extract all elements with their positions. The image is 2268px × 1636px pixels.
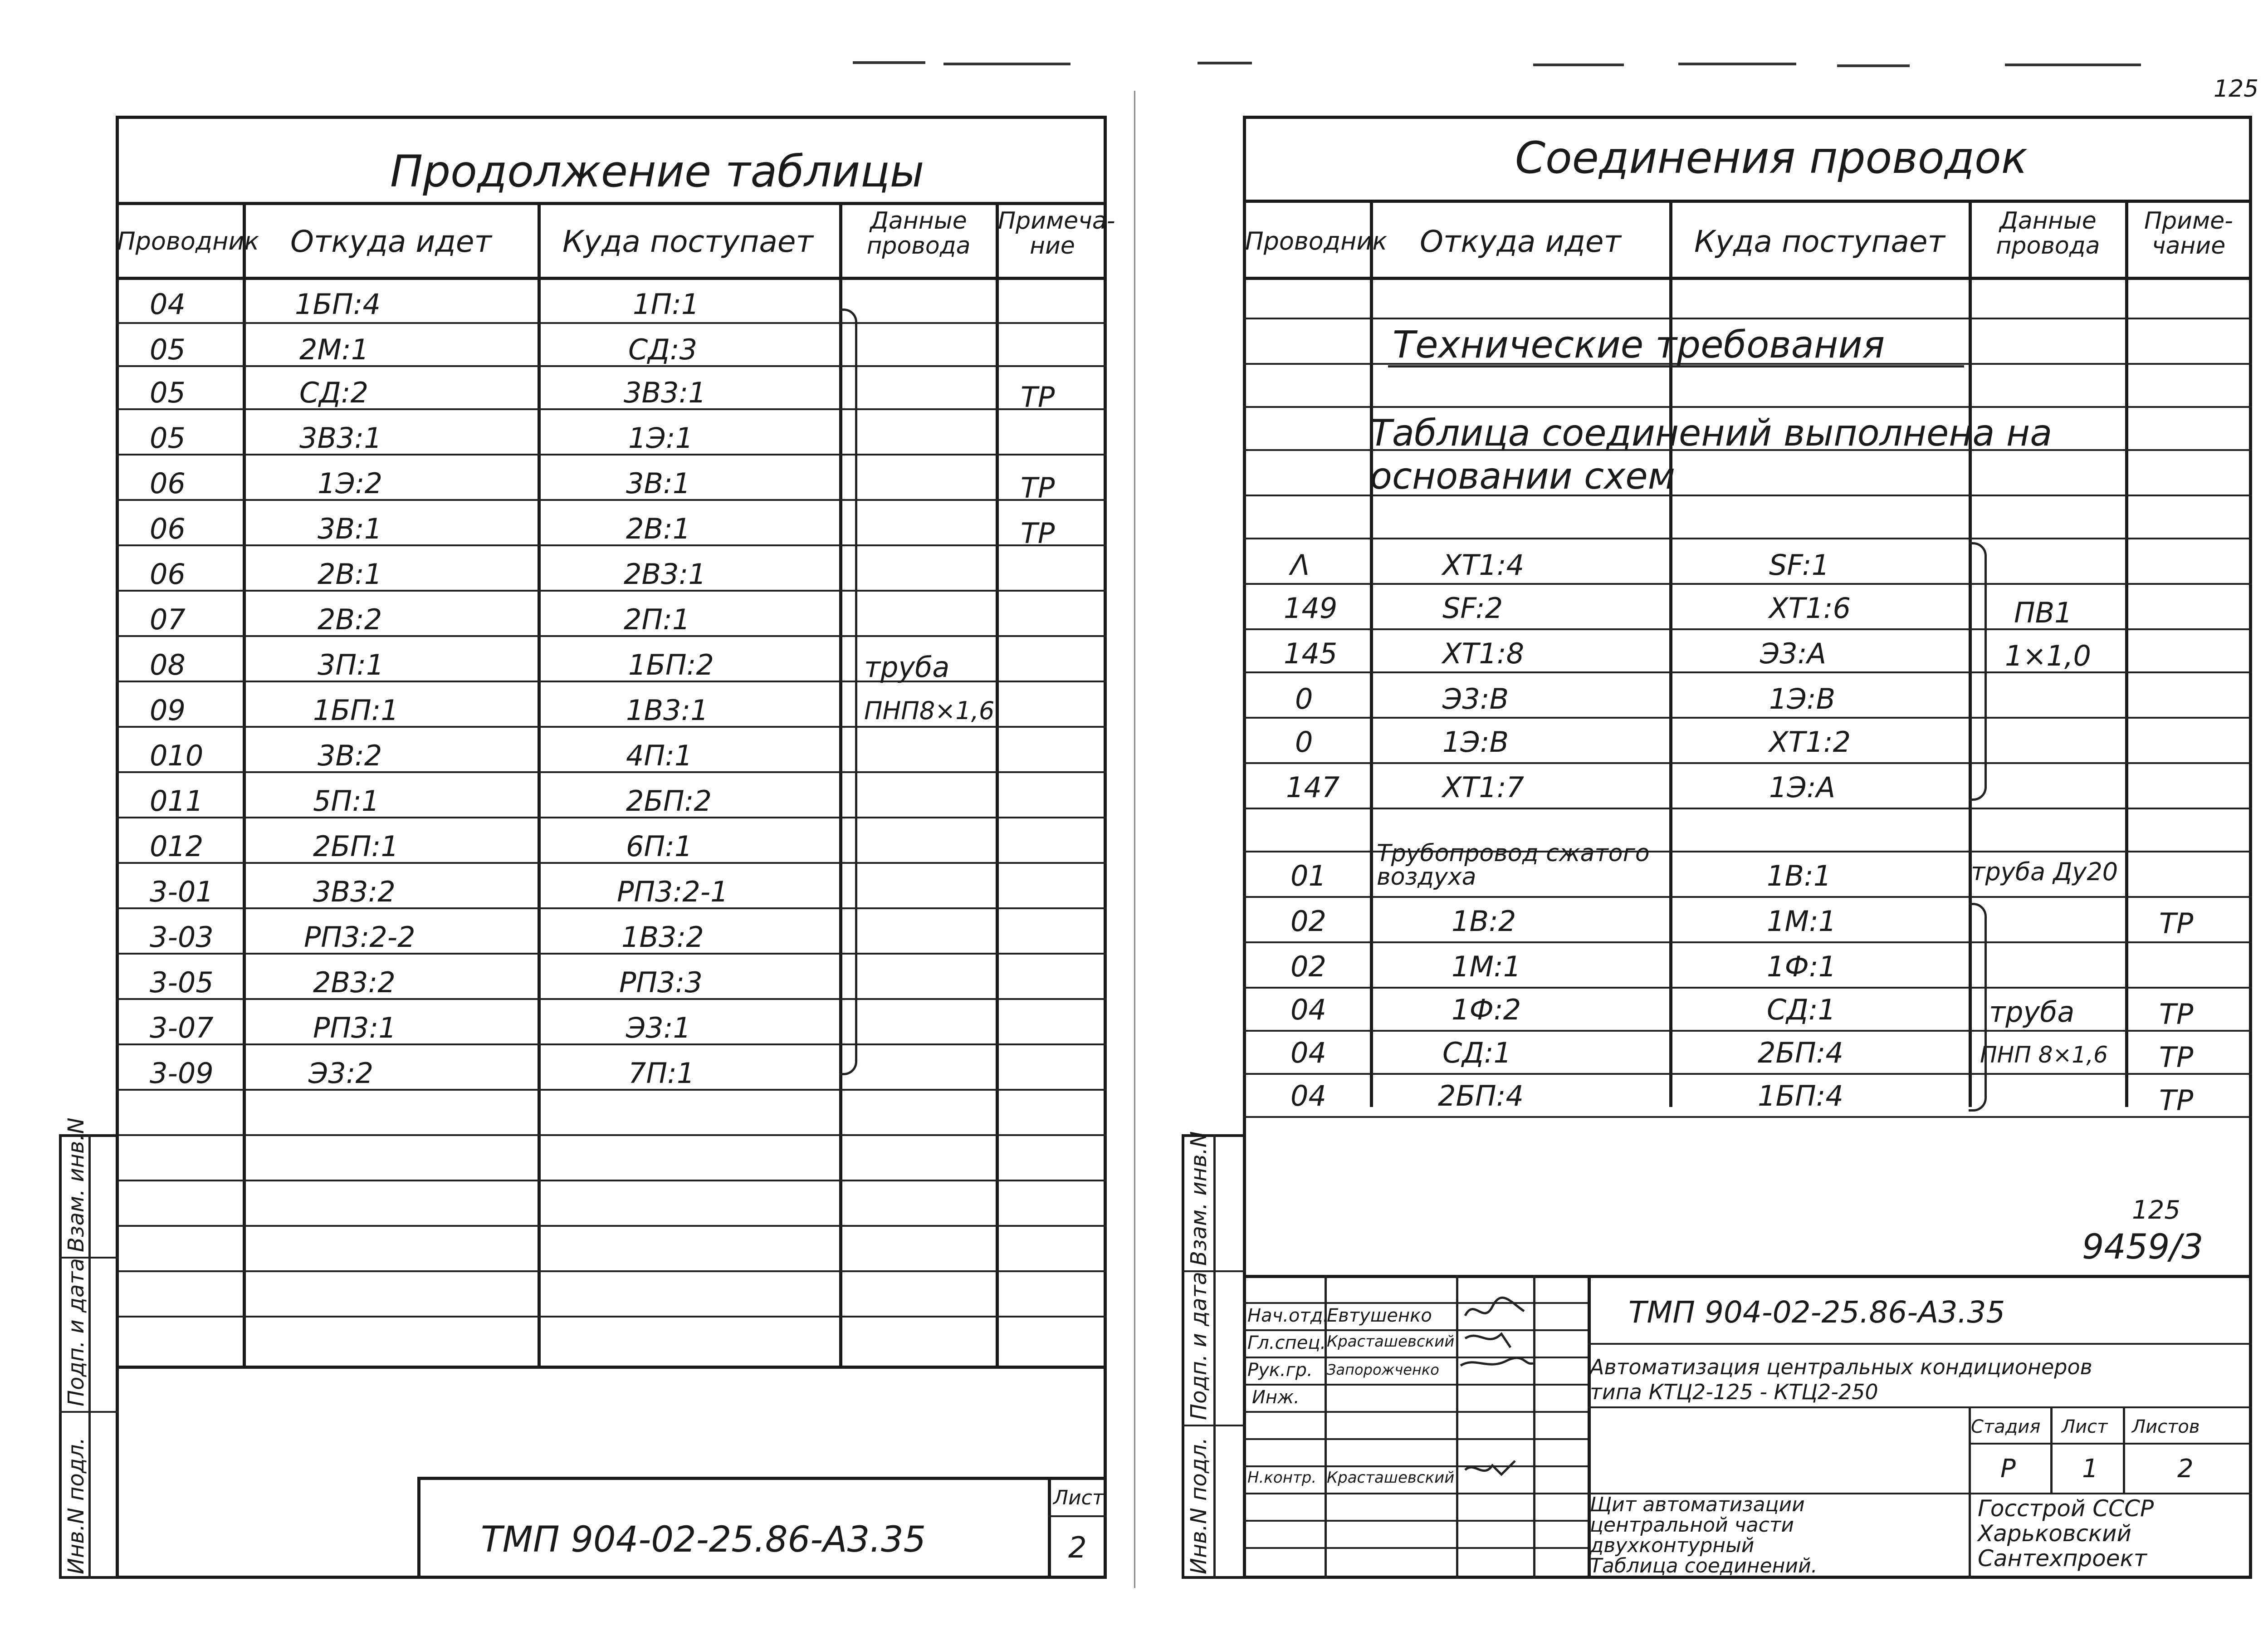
- table-row-wire: 3-01: [150, 875, 214, 908]
- right-header-to: Куда поступает: [1694, 224, 1945, 259]
- row-line: [116, 1089, 1107, 1091]
- table-row-to: 1М:1: [1767, 905, 1837, 938]
- table-row-from: 3В:1: [318, 512, 382, 545]
- table-row-to: XT1:2: [1769, 725, 1851, 759]
- table-row-to: РП3:2-1: [617, 875, 728, 908]
- table-row-from: Трубопровод сжатого воздуха: [1377, 840, 1650, 891]
- table-row-wire: 08: [150, 648, 186, 681]
- tech-requirements-heading: Технические требования: [1393, 323, 1885, 367]
- table-row-note: ТР: [1021, 381, 1055, 414]
- page-fold: [1134, 91, 1135, 1588]
- doc-title-line: центральной части: [1590, 1514, 1794, 1537]
- title-block-line: [1243, 1520, 1588, 1522]
- row-line: [116, 771, 1107, 773]
- row-line: [116, 817, 1107, 818]
- side-stamp-label: Взам. инв.N: [64, 1117, 89, 1252]
- table-row-wire: 04: [1290, 993, 1326, 1026]
- group-b-data-line2: ПНП 8×1,6: [1980, 1042, 2108, 1068]
- sheet-label: Лист: [2062, 1416, 2108, 1437]
- title-block-divider: [2123, 1406, 2125, 1493]
- table-row-wire: 011: [150, 784, 204, 818]
- row-line: [116, 953, 1107, 955]
- scan-dash: [1837, 64, 1910, 67]
- row-line: [116, 1366, 1107, 1369]
- title-block-divider: [2050, 1406, 2053, 1493]
- title-block-line: [1969, 1443, 2252, 1445]
- title-block-line: [1048, 1515, 1107, 1517]
- row-line: [116, 544, 1107, 546]
- stage-label: Стадия: [1971, 1416, 2041, 1437]
- table-row-from: 3В3:2: [313, 875, 396, 908]
- signature-scribbles: [1456, 1288, 1592, 1488]
- table-row-wire: 145: [1284, 637, 1338, 670]
- table-row-from: 3В3:1: [299, 421, 382, 455]
- scan-dash: [1678, 63, 1796, 65]
- underline: [1388, 365, 1964, 367]
- row-line: [1243, 762, 2252, 764]
- signer-role: Рук.гр.: [1247, 1360, 1313, 1381]
- table-row-wire: 06: [150, 467, 186, 500]
- left-stamp-code: ТМП 904-02-25.86-А3.35: [481, 1519, 926, 1560]
- row-line: [1243, 318, 2252, 319]
- doc-title-line: Щит автоматизации: [1590, 1493, 1805, 1516]
- org-line: Харьковский: [1978, 1520, 2132, 1547]
- row-line: [1243, 1116, 2252, 1118]
- table-row-from: 2В3:2: [313, 966, 396, 999]
- table-row-wire: 0: [1295, 682, 1313, 715]
- scan-dash: [2005, 64, 2141, 66]
- title-block-line: [1588, 1343, 2252, 1345]
- row-line: [1243, 941, 2252, 943]
- table-row-wire: 012: [150, 830, 204, 863]
- table-row-note: ТР: [2159, 998, 2194, 1031]
- project-title-1: Автоматизация центральных кондиционеров: [1590, 1355, 2092, 1379]
- row-line: [1243, 671, 2252, 673]
- title-block-line: [1243, 1547, 1588, 1549]
- signer-role: Инж.: [1252, 1387, 1300, 1408]
- left-col-line: [996, 202, 999, 1368]
- table-row-to: 1БП:2: [628, 648, 714, 681]
- table-row-to: 3В:1: [626, 467, 691, 500]
- doc-title-line: Таблица соединений.: [1590, 1554, 1818, 1577]
- table-row-to: 3В3:1: [624, 376, 706, 409]
- table-row-from: 2БП:1: [313, 830, 399, 863]
- table-row-from: 2В:1: [318, 558, 382, 591]
- title-block-divider: [1048, 1477, 1051, 1579]
- table-row-from: 2В:2: [318, 603, 382, 636]
- table-row-to: 1В3:2: [621, 921, 704, 954]
- table-row-note: ТР: [1021, 471, 1055, 505]
- table-row-wire: 01: [1290, 859, 1326, 892]
- scan-dash: [853, 61, 925, 64]
- project-title-2: типа КТЦ2-125 - КТЦ2-250: [1590, 1380, 1878, 1404]
- wire-data-line1: труба: [864, 651, 950, 684]
- stage-value: Р: [2000, 1454, 2016, 1484]
- row-line: [116, 365, 1107, 367]
- table-row-to: XT1:6: [1769, 592, 1851, 625]
- sheet-mark-125: 125: [2132, 1195, 2180, 1225]
- right-col-line: [1370, 200, 1373, 1107]
- group-brace: [1969, 542, 1987, 801]
- left-header-from: Откуда идет: [290, 224, 492, 259]
- table-row-from: 1М:1: [1452, 950, 1521, 983]
- org-line: Сантехпроект: [1978, 1545, 2147, 1572]
- table-row-wire: 09: [150, 694, 186, 727]
- table-row-from: XT1:7: [1442, 771, 1525, 804]
- table-row-from: 3В:2: [318, 739, 382, 772]
- side-stamp-label: Инв.N подл.: [64, 1437, 89, 1574]
- row-line: [116, 1316, 1107, 1318]
- side-stamp-label: Инв.N подл.: [1186, 1437, 1212, 1574]
- note-line-2: основании схем: [1370, 455, 1675, 497]
- left-sheet-title: Продолжение таблицы: [390, 146, 924, 197]
- table-row-to: 1В3:1: [626, 694, 709, 727]
- table-row-to: 2В3:1: [624, 558, 706, 591]
- row-line: [116, 322, 1107, 324]
- table-row-from: XT1:8: [1442, 637, 1525, 670]
- row-line: [116, 1180, 1107, 1181]
- left-header-note: Примеча- ние: [998, 207, 1115, 260]
- table-row-to: 1Ф:1: [1767, 950, 1837, 983]
- left-header-bottom-line: [116, 277, 1107, 280]
- scan-dash: [1533, 64, 1624, 66]
- doc-title-line: двухконтурный: [1590, 1534, 1755, 1557]
- title-block-top: [1243, 1275, 2252, 1278]
- title-block-line: [1588, 1406, 2252, 1408]
- table-row-from: 1Э:2: [318, 467, 383, 500]
- signer-name: Запорожченко: [1327, 1361, 1439, 1378]
- table-row-to: 2БП:4: [1758, 1036, 1843, 1069]
- table-row-to: Э3:1: [626, 1011, 691, 1044]
- table-row-wire: 06: [150, 558, 186, 591]
- table-row-to: 1Э:А: [1769, 771, 1836, 804]
- left-header-top-line: [116, 202, 1107, 205]
- row-line: [116, 454, 1107, 456]
- table-row-wire: 3-03: [150, 921, 214, 954]
- row-line: [116, 635, 1107, 637]
- row-line: [1243, 583, 2252, 585]
- signer-role: Н.контр.: [1247, 1469, 1317, 1487]
- left-sheet-label: Лист: [1053, 1486, 1104, 1509]
- signer-role: Нач.отд.: [1247, 1305, 1329, 1326]
- side-stamp-label: Взам. инв.N: [1186, 1131, 1212, 1266]
- row-line: [1243, 896, 2252, 898]
- group-b-data-line1: труба: [1989, 995, 2075, 1029]
- table-row-wire: 05: [150, 376, 186, 409]
- table-row-wire: 06: [150, 512, 186, 545]
- row-line: [116, 907, 1107, 909]
- group-brace: [1969, 903, 1987, 1112]
- row-line: [116, 408, 1107, 410]
- table-row-from: 1Ф:2: [1452, 993, 1521, 1026]
- table-row-note: ТР: [2159, 1041, 2194, 1074]
- table-row-wire: 04: [1290, 1036, 1326, 1069]
- row-line: [1243, 987, 2252, 989]
- table-row-to: РП3:3: [619, 966, 703, 999]
- row-line: [116, 499, 1107, 501]
- table-row-wire: 3-09: [150, 1057, 214, 1090]
- table-row-from: 2БП:4: [1438, 1079, 1524, 1112]
- table-row-from: 2М:1: [299, 333, 369, 366]
- row-line: [116, 681, 1107, 682]
- table-row-wire: 010: [150, 739, 204, 772]
- right-header-from: Откуда идет: [1420, 224, 1621, 259]
- table-row-from: СД:2: [299, 376, 369, 409]
- signer-role: Гл.спец.: [1247, 1332, 1326, 1353]
- right-header-data: Данные провода: [1996, 207, 2100, 260]
- table-row-to: Э3:А: [1760, 637, 1827, 670]
- left-sheet-frame: [116, 116, 1115, 1579]
- table-row-to: 6П:1: [626, 830, 693, 863]
- left-col-line: [243, 202, 246, 1368]
- group-brace: [839, 309, 857, 1075]
- table-row-from: Э3:В: [1442, 682, 1509, 715]
- side-stamp-label: Подп. и дата: [1186, 1272, 1212, 1420]
- table-row-note: ТР: [2159, 907, 2194, 940]
- table-row-wire: 02: [1290, 950, 1326, 983]
- table-row-from: РП3:1: [313, 1011, 396, 1044]
- table-row-to: СД:3: [628, 333, 698, 366]
- org-line: Госстрой СССР: [1978, 1495, 2154, 1522]
- left-header-data: Данные провода: [866, 207, 971, 260]
- table-row-from: РП3:2-2: [304, 921, 415, 954]
- row-line: [116, 726, 1107, 728]
- row-line: [116, 998, 1107, 1000]
- table-row-from: 1Э:В: [1442, 725, 1509, 759]
- group-a-data-line1: ПВ1: [2014, 596, 2072, 629]
- signer-name: Евтушенко: [1327, 1305, 1432, 1326]
- row-line: [1243, 628, 2252, 630]
- scan-dash: [943, 63, 1070, 65]
- table-row-wire: Λ: [1290, 549, 1310, 582]
- right-header-bottom-line: [1243, 277, 2252, 280]
- table-row-to: 1Э:В: [1769, 682, 1836, 715]
- row-line: [1243, 1073, 2252, 1075]
- title-block-line: [1243, 1493, 1588, 1494]
- table-row-note: ТР: [1021, 517, 1055, 550]
- table-row-from: 1В:2: [1452, 905, 1516, 938]
- table-row-from: Э3:2: [308, 1057, 374, 1090]
- table-row-wire: 147: [1286, 771, 1340, 804]
- table-row-wire: 04: [1290, 1079, 1326, 1112]
- table-row-to: 4П:1: [626, 739, 693, 772]
- table-row-wire: 07: [150, 603, 186, 636]
- table-row-to: 1БП:4: [1758, 1079, 1843, 1112]
- sheet-mark-9459: 9459/3: [2082, 1226, 2204, 1267]
- row-line: [1243, 406, 2252, 408]
- row-line: [116, 1134, 1107, 1136]
- row-line: [1243, 717, 2252, 719]
- right-sheet-title: Соединения проводок: [1515, 132, 2028, 183]
- table-row-to: SF:1: [1769, 549, 1830, 582]
- table-row-wire: 05: [150, 333, 186, 366]
- right-col-line: [2125, 200, 2128, 1107]
- right-stamp-code: ТМП 904-02-25.86-А3.35: [1628, 1295, 2005, 1330]
- table-row-from: 5П:1: [313, 784, 380, 818]
- table-row-data: труба Ду20: [1971, 857, 2118, 886]
- signer-name: Красташевский: [1327, 1332, 1455, 1351]
- table-row-to: 2В:1: [626, 512, 691, 545]
- table-row-from: 1БП:1: [313, 694, 399, 727]
- table-row-from: SF:2: [1442, 592, 1503, 625]
- scan-dash: [1198, 62, 1252, 64]
- row-line: [1243, 538, 2252, 539]
- table-row-wire: 04: [150, 288, 186, 321]
- table-row-wire: 05: [150, 421, 186, 455]
- row-line: [1243, 808, 2252, 809]
- note-line-1: Таблица соединений выполнена на: [1370, 412, 2053, 454]
- sheets-label: Листов: [2132, 1416, 2200, 1437]
- row-line: [116, 1225, 1107, 1227]
- side-stamp-line: [1213, 1134, 1216, 1579]
- right-header-top-line: [1243, 200, 2252, 203]
- left-sheet-number: 2: [1068, 1531, 1087, 1565]
- table-row-to: 1П:1: [633, 288, 699, 321]
- row-line: [116, 1043, 1107, 1045]
- right-header-wire: Проводник: [1245, 227, 1388, 255]
- row-line: [116, 862, 1107, 864]
- left-col-line: [538, 202, 541, 1368]
- top-right-mark: 125: [2214, 75, 2259, 103]
- table-row-to: 1В:1: [1767, 859, 1832, 892]
- table-row-wire: 3-07: [150, 1011, 214, 1044]
- table-row-to: 7П:1: [628, 1057, 695, 1090]
- row-line: [116, 590, 1107, 592]
- table-row-wire: 0: [1295, 725, 1313, 759]
- table-row-to: 2П:1: [624, 603, 690, 636]
- left-header-wire: Проводник: [117, 227, 259, 255]
- table-row-note: ТР: [2159, 1084, 2194, 1117]
- table-row-from: XT1:4: [1442, 549, 1525, 582]
- signer-name: Красташевский: [1327, 1469, 1455, 1487]
- sheet-value: 1: [2082, 1454, 2098, 1484]
- right-header-note: Приме- чание: [2144, 207, 2233, 260]
- table-row-wire: 3-05: [150, 966, 214, 999]
- table-row-wire: 149: [1284, 592, 1338, 625]
- row-line: [116, 1270, 1107, 1272]
- side-stamp-label: Подп. и дата: [64, 1258, 89, 1406]
- table-row-from: 1БП:4: [295, 288, 381, 321]
- table-row-to: 2БП:2: [626, 784, 712, 818]
- table-row-from: СД:1: [1442, 1036, 1512, 1069]
- sheets-total-value: 2: [2177, 1454, 2194, 1484]
- left-header-to: Куда поступает: [562, 224, 813, 259]
- table-row-wire: 02: [1290, 905, 1326, 938]
- group-a-data-line2: 1×1,0: [2005, 639, 2091, 672]
- row-line: [1243, 1030, 2252, 1032]
- table-row-from: 3П:1: [318, 648, 384, 681]
- table-row-to: СД:1: [1767, 993, 1836, 1026]
- wire-data-line2: ПНП8×1,6: [864, 696, 995, 725]
- table-row-to: 1Э:1: [628, 421, 694, 455]
